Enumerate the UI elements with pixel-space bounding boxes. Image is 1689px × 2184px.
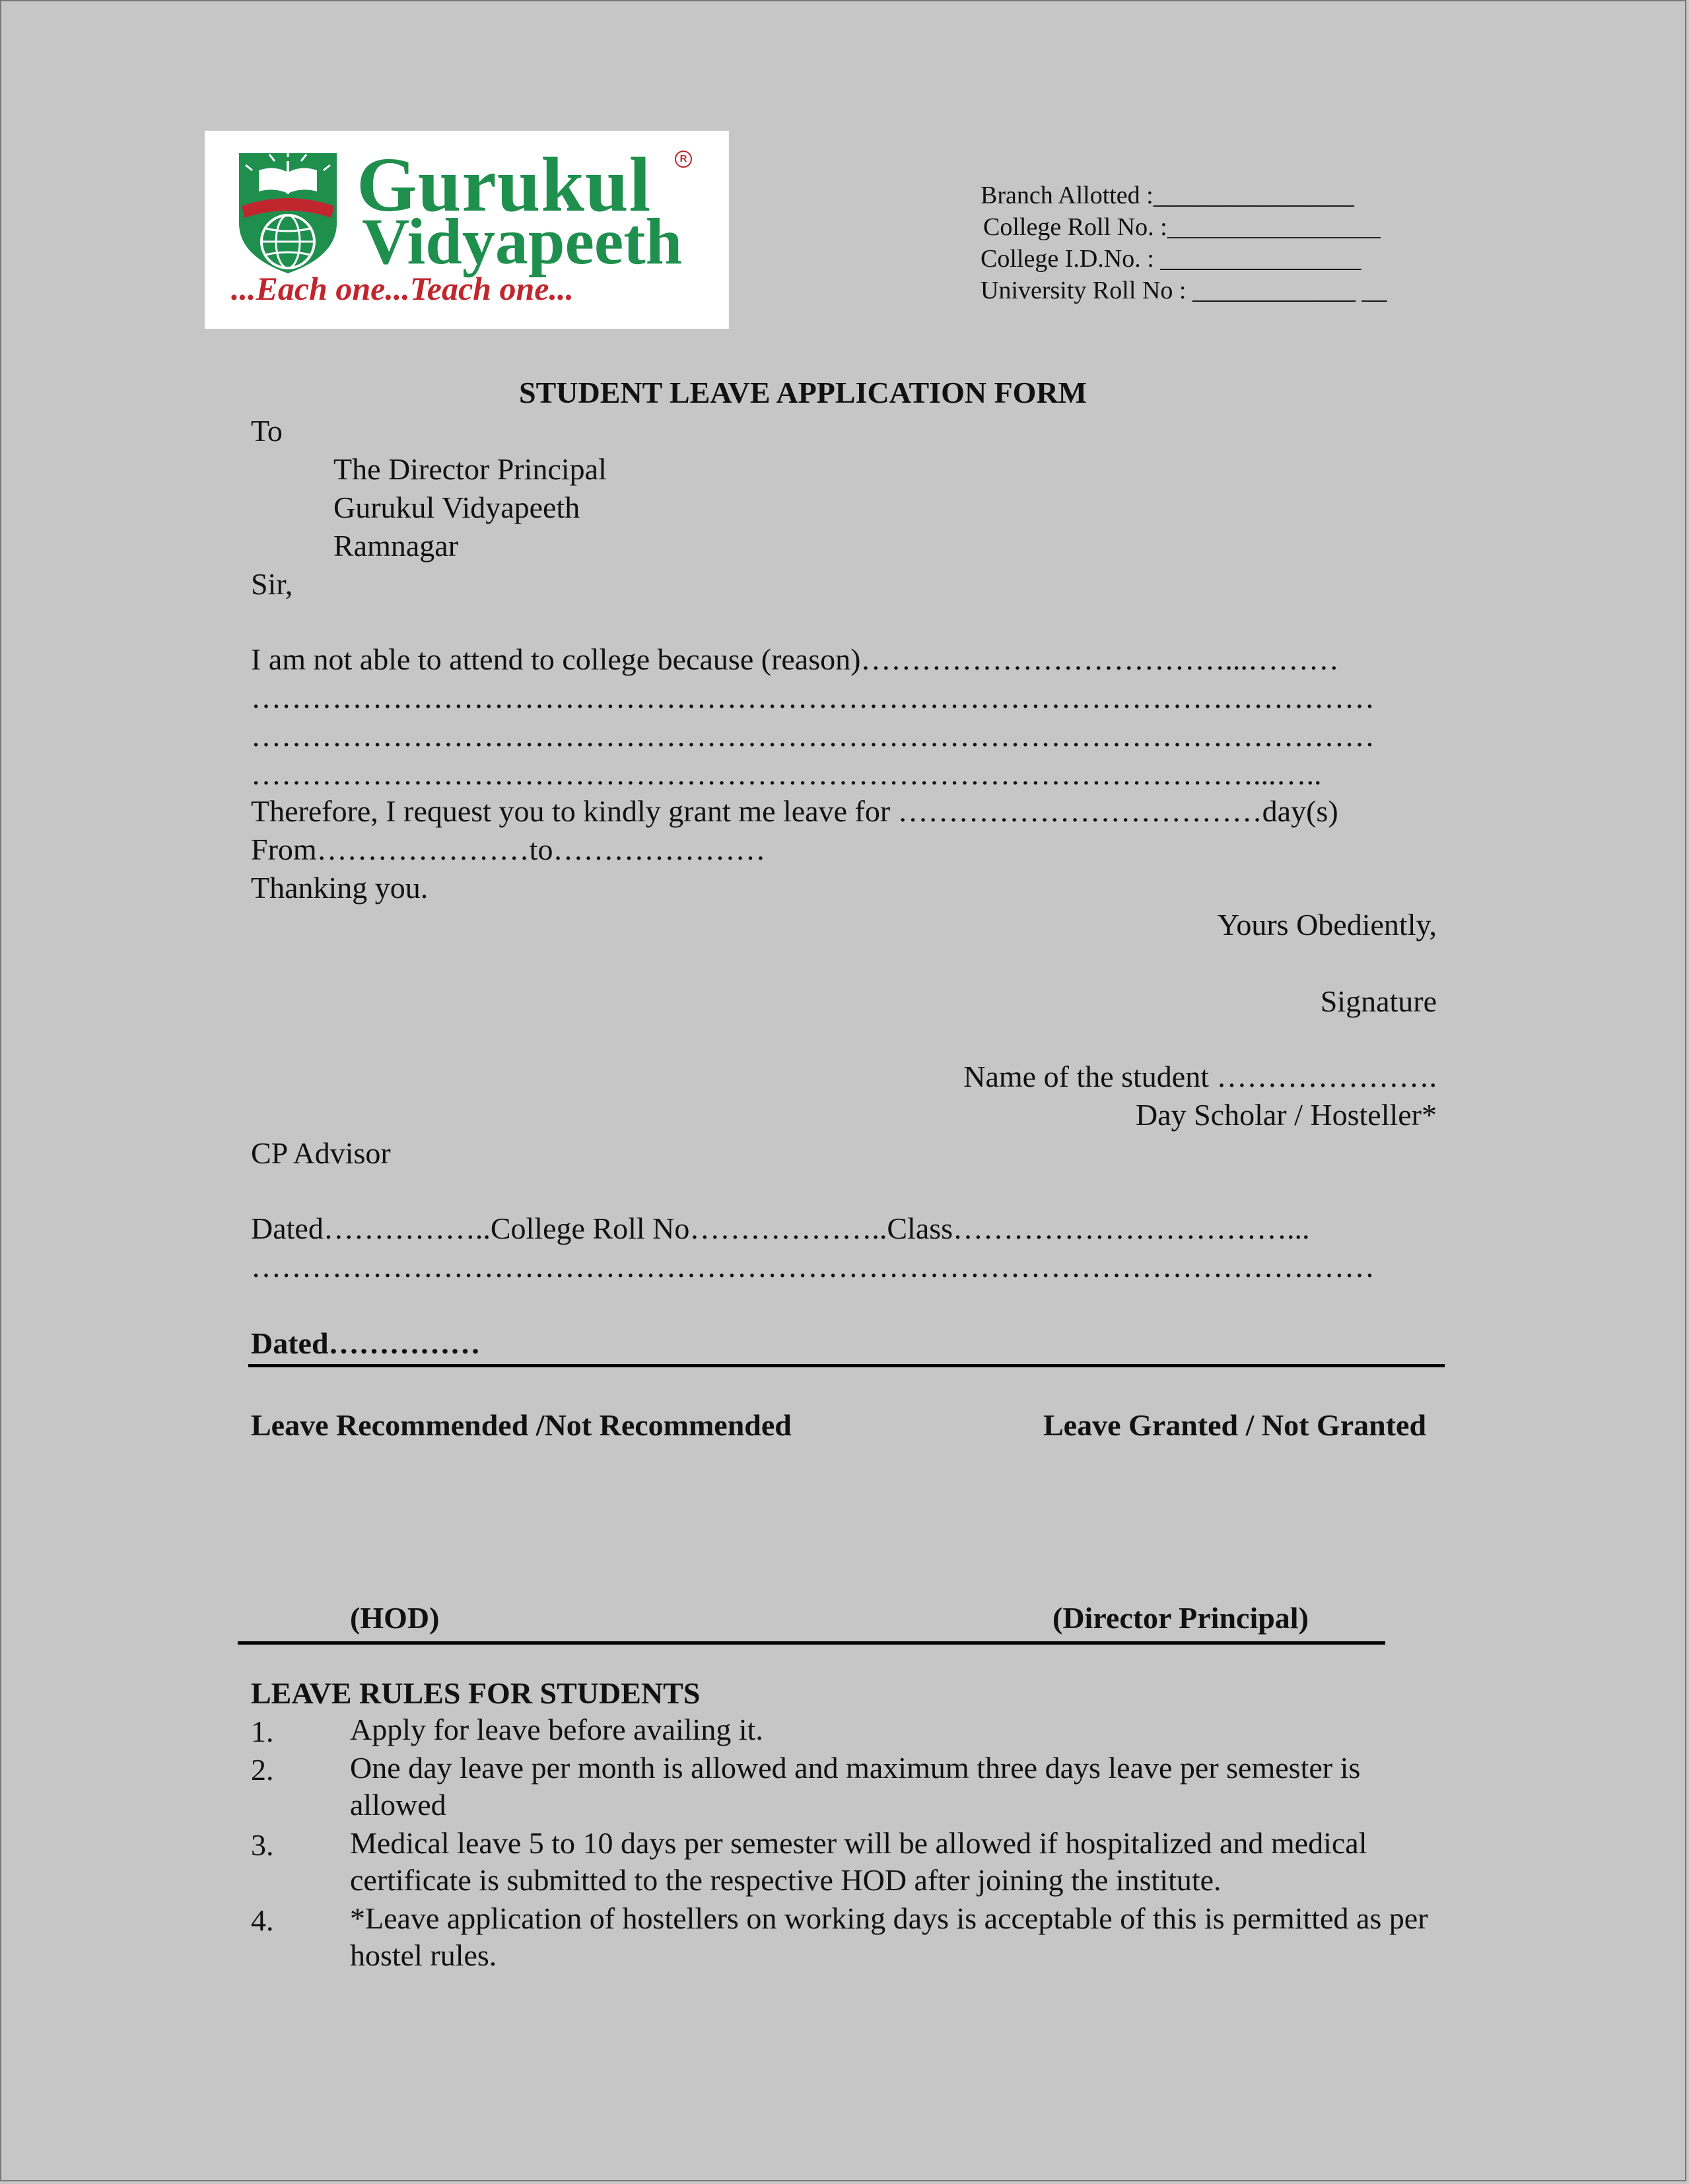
rule-number: 4. <box>251 1903 274 1937</box>
branch-allotted-field[interactable]: Branch Allotted :________________ <box>981 182 1354 209</box>
approval-dated[interactable]: Dated…………… <box>251 1326 481 1360</box>
director-principal-label: (Director Principal) <box>1052 1601 1309 1635</box>
address-to: To <box>251 414 283 448</box>
leave-rules-heading: LEAVE RULES FOR STUDENTS <box>251 1676 701 1710</box>
logo-brand-line1: Gurukul <box>357 141 652 228</box>
registered-mark: R <box>675 151 692 168</box>
thanking-you: Thanking you. <box>251 871 429 904</box>
rule-text: Apply for leave before availing it. <box>350 1713 763 1746</box>
hod-label: (HOD) <box>350 1601 440 1635</box>
signature-label[interactable]: Signature <box>1320 984 1437 1018</box>
college-roll-no-field[interactable]: College Roll No. :_________________ <box>983 213 1381 241</box>
divider-top <box>248 1364 1445 1367</box>
address-line2: Gurukul Vidyapeeth <box>333 491 580 524</box>
from-to-line[interactable]: From…………………to………………… <box>251 833 766 866</box>
rule-text: *Leave application of hostellers on working days is acceptable of this is permitted as per hostel rules. <box>350 1901 1428 1972</box>
rule-number: 1. <box>251 1715 274 1748</box>
salutation: Sir, <box>251 567 293 601</box>
reason-line[interactable]: I am not able to attend to college because (reason)………………………………...……… <box>251 642 1339 676</box>
name-of-student-field[interactable]: Name of the student …………………. <box>963 1060 1437 1093</box>
address-line1: The Director Principal <box>333 452 607 486</box>
college-id-no-field[interactable]: College I.D.No. : ________________ <box>981 245 1362 273</box>
leave-recommended-label: Leave Recommended /Not Recommended <box>251 1408 792 1442</box>
request-line[interactable]: Therefore, I request you to kindly grant me leave for ………………………………day(s) <box>251 794 1338 828</box>
advisor-dated-line[interactable]: Dated……………..College Roll No………………..Class……………………………... <box>251 1211 1310 1245</box>
book-globe-crest-icon <box>232 151 343 276</box>
form-title: STUDENT LEAVE APPLICATION FORM <box>519 376 1087 409</box>
logo-brand-line2: Vidyapeeth <box>362 205 683 278</box>
rule-text: Medical leave 5 to 10 days per semester will be allowed if hospitalized and medical certificate is submitted to the respective HOD after joining the institute. <box>350 1826 1367 1897</box>
rule-number: 3. <box>251 1828 274 1862</box>
reason-dots-line1[interactable]: ………………………………………………………………………………………………… <box>251 681 1375 714</box>
college-logo <box>205 131 729 329</box>
leave-granted-label: Leave Granted / Not Granted <box>1043 1408 1427 1442</box>
reason-dots-line3[interactable]: ………………………………………………………………………………………...….. <box>251 757 1322 791</box>
advisor-dots-line[interactable]: ………………………………………………………………………………………………… <box>251 1250 1375 1283</box>
reason-dots-line2[interactable]: ………………………………………………………………………………………………… <box>251 719 1375 753</box>
cp-advisor-label: CP Advisor <box>251 1136 391 1170</box>
rule-text: One day leave per month is allowed and maximum three days leave per semester is allowed <box>350 1751 1361 1822</box>
yours-obediently: Yours Obediently, <box>1217 908 1437 941</box>
rule-number: 2. <box>251 1753 274 1787</box>
day-scholar-hosteller[interactable]: Day Scholar / Hosteller* <box>1135 1098 1437 1132</box>
logo-tagline: ...Each one...Teach one... <box>231 270 574 307</box>
university-roll-no-field[interactable]: University Roll No : _____________ __ <box>981 277 1387 304</box>
divider-bottom <box>238 1641 1385 1645</box>
address-line3: Ramnagar <box>333 529 459 563</box>
